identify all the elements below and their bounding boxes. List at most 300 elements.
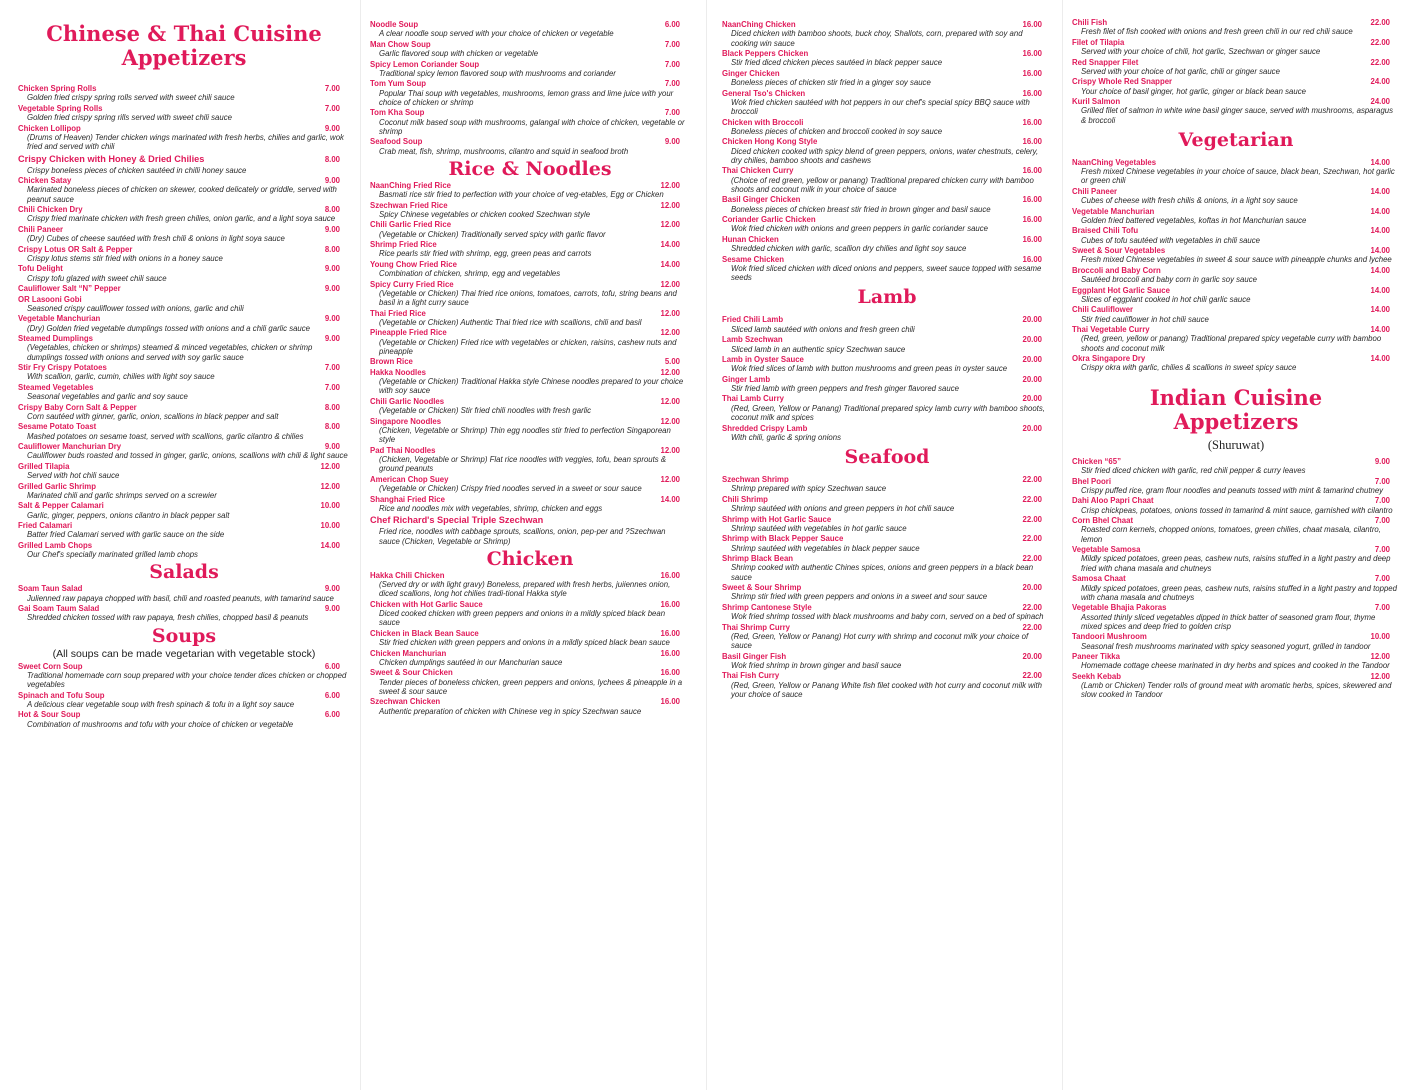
- menu-item: [722, 534, 1052, 553]
- dish-description: Seasonal vegetables and garlic and soy sauce: [27, 392, 188, 402]
- dish-name: Gai Soam Taum Salad: [18, 604, 100, 614]
- menu-item: [722, 335, 1052, 354]
- dish-description: A delicious clear vegetable soup with fresh spinach & tofu in a light soy sauce: [27, 699, 295, 709]
- menu-item-header: [18, 442, 350, 451]
- menu-item-header: [1072, 246, 1400, 255]
- menu-item: [722, 255, 1052, 283]
- soups-list: [370, 20, 690, 156]
- dish-description: (Dry) Cubes of cheese sautéed with fresh chili & onions in light soya sauce: [27, 234, 285, 244]
- menu-item-header: [370, 697, 690, 706]
- menu-item: [18, 442, 350, 461]
- dish-price: 8.00: [324, 244, 340, 254]
- dish-name: Vegetable Manchurian: [1072, 206, 1155, 216]
- dish-description: Grilled filet of salmon in white wine basil ginger sauce, served with mushrooms, asparagus & broccoli: [1081, 106, 1394, 125]
- dish-price: 12.00: [320, 481, 340, 491]
- menu-item-header: [18, 205, 350, 214]
- menu-item: [370, 137, 690, 156]
- dish-description: Mashed potatoes on sesame toast, served with scallions, garlic cilantro & chilies: [27, 431, 304, 441]
- dish-description: Cubes of cheese with fresh chilis & onions, in a light soy sauce: [1081, 196, 1298, 206]
- dish-description: (Red, Green, Yellow or Panang White fish filet cooked with hot curry and coconut milk with your choice of sauce: [731, 680, 1043, 699]
- dish-price: 16.00: [660, 628, 680, 638]
- dish-name: Chicken with Hot Garlic Sauce: [370, 599, 483, 609]
- menu-item-header: [18, 84, 350, 93]
- dish-price: 12.00: [660, 220, 680, 230]
- dish-price: 12.00: [660, 474, 680, 484]
- dish-name: Soam Taun Salad: [18, 584, 83, 594]
- menu-item: [1072, 652, 1400, 671]
- dish-price: 8.00: [324, 422, 340, 432]
- rice-noodles-list: [370, 181, 690, 546]
- dish-description: Shredded chicken with garlic, scallion dry chilies and light soy sauce: [731, 244, 967, 254]
- dish-name: Chicken Lollipop: [18, 123, 81, 133]
- dish-name: Chicken in Black Bean Sauce: [370, 628, 479, 638]
- menu-item: [18, 383, 350, 402]
- menu-item: [18, 176, 350, 204]
- dish-price: 12.00: [660, 200, 680, 210]
- menu-item-header: [722, 554, 1052, 563]
- dish-name: Coriander Garlic Chicken: [722, 215, 816, 225]
- menu-item-header: [18, 541, 350, 550]
- dish-name: Shrimp Fried Rice: [370, 240, 437, 250]
- dish-description: Sliced lamb sautéed with onions and fresh green chili: [731, 324, 915, 334]
- dish-name: Crispy Chicken with Honey & Dried Chilies: [18, 153, 205, 164]
- menu-item-header: [370, 60, 690, 69]
- dish-description: A clear noodle soup served with your choice of chicken or vegetable: [379, 29, 614, 39]
- menu-item: [1072, 672, 1400, 700]
- menu-item-header: [18, 462, 350, 471]
- dish-description: Basmati rice stir fried to perfection with your choice of veg-etables, Egg or Chicken: [379, 190, 664, 200]
- menu-item: [370, 649, 690, 668]
- dish-price: 7.00: [324, 363, 340, 373]
- dish-description: Cubes of tofu sautéed with vegetables in chili sauce: [1081, 235, 1261, 245]
- dish-description: (Vegetable or Chicken) Traditionally served spicy with garlic flavor: [379, 229, 606, 239]
- menu-item: [722, 215, 1052, 234]
- menu-item-header: [18, 284, 350, 293]
- dish-description: Seasoned crispy cauliflower tossed with onions, garlic and chili: [27, 303, 244, 313]
- dish-name: Tom Yum Soup: [370, 79, 427, 89]
- menu-item-header: [370, 397, 690, 406]
- menu-item: [370, 328, 690, 356]
- menu-item: [370, 629, 690, 648]
- fold-line: [706, 0, 707, 1090]
- menu-item: [18, 124, 350, 152]
- dish-name: Chicken “65”: [1072, 456, 1121, 466]
- menu-item-header: [18, 264, 350, 273]
- menu-item: [722, 195, 1052, 214]
- menu-item-header: [722, 118, 1052, 127]
- menu-item-header: [722, 375, 1052, 384]
- dish-description: Marinated boneless pieces of chicken on skewer, cooked delicately or griddle, served with peanut sauce: [27, 185, 337, 204]
- menu-item-header: [18, 482, 350, 491]
- dish-description: Rice pearls stir fried with shrimp, egg, green peas and carrots: [379, 249, 592, 259]
- dish-price: 7.00: [324, 382, 340, 392]
- dish-description: Fresh filet of fish cooked with onions and fresh green chili in our red chili sauce: [1081, 27, 1353, 37]
- dish-description: Boneless pieces of chicken breast stir fried in brown ginger and basil sauce: [731, 204, 991, 214]
- menu-item: [18, 462, 350, 481]
- dish-price: 8.00: [324, 205, 340, 215]
- dish-name: Hakka Chili Chicken: [370, 570, 445, 580]
- dish-description: Garlic flavored soup with chicken or vegetable: [379, 49, 539, 59]
- menu-item-header: [370, 201, 690, 210]
- dish-description: Wok fried shrimp tossed with black mushrooms and baby corn, served on a bed of spinach: [731, 612, 1044, 622]
- menu-item: [18, 521, 350, 540]
- menu-item-header: [370, 181, 690, 190]
- dish-description: Shrimp sautéed with vegetables in black pepper sauce: [731, 543, 920, 553]
- menu-item: [370, 108, 690, 136]
- dish-name: Chili Garlic Fried Rice: [370, 220, 452, 230]
- menu-item: [722, 671, 1052, 699]
- menu-item-header: [370, 20, 690, 29]
- dish-name: Steamed Dumplings: [18, 334, 93, 343]
- menu-item-header: [18, 225, 350, 234]
- menu-item-header: [18, 521, 350, 530]
- dish-name: Vegetable Samosa: [1072, 545, 1141, 555]
- dish-name: Basil Ginger Fish: [722, 651, 787, 661]
- menu-item: [722, 315, 1052, 334]
- dish-name: Sweet & Sour Vegetables: [1072, 246, 1166, 256]
- menu-item-header: [722, 671, 1052, 680]
- menu-item-header: [18, 104, 350, 113]
- menu-item-header: [722, 515, 1052, 524]
- menu-item-header: [1072, 38, 1400, 47]
- dish-price: 20.00: [1022, 354, 1042, 364]
- dish-description: (Chicken, Vegetable or Shrimp) Thin egg noodles stir fried to perfection Singaporean style: [379, 425, 671, 445]
- menu-item-header: [1072, 574, 1400, 583]
- dish-description: Golden fried crispy spring rills served with sweet chili sauce: [27, 113, 232, 123]
- dish-description: (Dry) Golden fried vegetable dumplings tossed with onions and a chili garlic sauce: [27, 323, 311, 333]
- dish-name: Thai Shrimp Curry: [722, 622, 791, 632]
- dish-name: Chef Richard's Special Triple Szechwan: [370, 515, 544, 526]
- menu-item-header: [1072, 652, 1400, 661]
- dish-description: Our Chef's specially marinated grilled lamb chops: [27, 550, 198, 560]
- dish-price: 10.00: [1370, 632, 1390, 642]
- menu-item-header: [1072, 496, 1400, 505]
- menu-item: [18, 501, 350, 520]
- menu-item-header: [1072, 226, 1400, 235]
- dish-name: Chili Shrimp: [722, 494, 768, 504]
- dish-name: Salt & Pepper Calamari: [18, 501, 104, 511]
- dish-price: 16.00: [660, 668, 680, 678]
- dish-price: 14.00: [660, 240, 680, 250]
- dish-name: Fried Chili Lamb: [722, 315, 784, 325]
- menu-item: [18, 691, 350, 710]
- dish-description: Crispy tofu glazed with sweet chili sauce: [27, 273, 167, 283]
- dish-description: Combination of chicken, shrimp, egg and vegetables: [379, 269, 561, 279]
- dish-name: Kuril Salmon: [1072, 97, 1121, 106]
- dish-description: Fresh mixed Chinese vegetables in your choice of sauce, black bean, Szechwan, hot garlic or green chili: [1081, 167, 1395, 186]
- dish-description: Combination of mushrooms and tofu with your choice of chicken or vegetable: [27, 719, 294, 729]
- title-line: Chinese & Thai Cuisine: [46, 21, 322, 46]
- dish-description: Shredded chicken tossed with raw papaya, fresh chilies, chopped basil & peanuts: [27, 613, 309, 623]
- dish-name: Spicy Lemon Coriander Soup: [370, 59, 480, 69]
- fold-line: [1062, 0, 1063, 1090]
- dish-price: 7.00: [1374, 545, 1390, 555]
- dish-name: NaanChing Vegetables: [1072, 157, 1157, 167]
- menu-item-header: [722, 195, 1052, 204]
- menu-item-header: [1072, 516, 1400, 525]
- dish-name: Braised Chili Tofu: [1072, 226, 1139, 236]
- menu-item-header: [1072, 58, 1400, 67]
- menu-item: [370, 201, 690, 220]
- menu-item: [722, 603, 1052, 622]
- menu-item-header: [18, 153, 350, 166]
- dish-description: Roasted corn kernels, chopped onions, tomatoes, green chilies, chaat masala, cilantro, lemon: [1081, 525, 1381, 544]
- fold-line: [360, 0, 361, 1090]
- dish-name: Chili Cauliflower: [1072, 305, 1134, 315]
- dish-price: 16.00: [1022, 234, 1042, 244]
- menu-item-header: [1072, 286, 1400, 295]
- menu-item: [370, 697, 690, 716]
- dish-name: Vegetable Spring Rolls: [18, 103, 103, 113]
- menu-item: [722, 118, 1052, 137]
- dish-name: Pineapple Fried Rice: [370, 328, 447, 338]
- dish-description: Boneless pieces of chicken and broccoli cooked in soy sauce: [731, 126, 943, 136]
- menu-item: [370, 571, 690, 599]
- dish-name: Sweet & Sour Shrimp: [722, 583, 802, 593]
- section-subtitle: (Shuruwat): [1207, 437, 1265, 452]
- menu-item-header: [18, 710, 350, 719]
- menu-item-header: [18, 662, 350, 671]
- menu-column-2: [370, 0, 690, 1090]
- dish-name: Crispy Whole Red Snapper: [1072, 77, 1173, 87]
- dish-name: Chicken Manchurian: [370, 648, 447, 658]
- dish-price: 14.00: [320, 540, 340, 550]
- menu-item: [722, 69, 1052, 88]
- dish-price: 16.00: [1022, 137, 1042, 147]
- dish-description: Crispy okra with garlic, chilies & scallions in sweet spicy sauce: [1081, 363, 1297, 373]
- dish-name: NaanChing Fried Rice: [370, 180, 452, 190]
- dish-name: Spinach and Tofu Soup: [18, 690, 105, 700]
- dish-description: Served with your choice of hot garlic, chili or ginger sauce: [1081, 66, 1280, 76]
- menu-item: [370, 220, 690, 239]
- menu-item-header: [1072, 354, 1400, 363]
- dish-name: Chili Garlic Noodles: [370, 396, 445, 406]
- dish-name: Tandoori Mushroom: [1072, 632, 1147, 642]
- menu-item-header: [1072, 672, 1400, 681]
- dish-price: 12.00: [660, 367, 680, 377]
- dish-description: Corn sautéed with ginner, garlic, onion, scallions in black pepper and salt: [27, 411, 279, 421]
- dish-description: Stir fried diced chicken with garlic, red chili pepper & curry leaves: [1081, 466, 1306, 476]
- dish-price: 16.00: [1022, 215, 1042, 225]
- menu-item: [1072, 58, 1400, 77]
- dish-price: 14.00: [1370, 157, 1390, 167]
- dish-name: Shrimp with Black Pepper Sauce: [722, 534, 844, 544]
- menu-item-header: [1072, 603, 1400, 612]
- menu-item-header: [722, 335, 1052, 344]
- menu-item-header: [370, 649, 690, 658]
- dish-description: Crispy puffed rice, gram flour noodles and peanuts tossed with mint & tamarind chutney: [1081, 485, 1384, 495]
- menu-item: [370, 240, 690, 259]
- dish-description: Stir fried cauliflower in hot chili sauce: [1081, 314, 1209, 324]
- menu-item: [722, 89, 1052, 117]
- menu-item-header: [370, 475, 690, 484]
- dish-price: 9.00: [1374, 456, 1390, 466]
- dish-name: Sesame Potato Toast: [18, 422, 97, 432]
- dish-price: 7.00: [664, 39, 680, 49]
- dish-price: 10.00: [320, 521, 340, 531]
- dish-description: (Red, Green, Yellow or Panang) Traditional prepared spicy lamb curry with bamboo shoots, coconut milk and spices: [731, 403, 1045, 423]
- menu-item: [722, 554, 1052, 582]
- menu-item: [722, 235, 1052, 254]
- dish-price: 7.00: [324, 84, 340, 93]
- menu-item: [18, 422, 350, 441]
- dish-price: 9.00: [324, 176, 340, 185]
- section-title: Chicken: [486, 547, 574, 570]
- menu-item: [722, 475, 1052, 494]
- dish-price: 7.00: [1374, 476, 1390, 486]
- menu-item: [1072, 354, 1400, 373]
- menu-item: [722, 166, 1052, 194]
- title-line: Appetizers: [1173, 408, 1299, 434]
- menu-item-header: [370, 137, 690, 146]
- appetizers-list: [18, 84, 350, 559]
- dish-name: Sweet Corn Soup: [18, 661, 83, 671]
- dish-description: (Red, green, yellow or panang) Traditional prepared spicy vegetable curry with bamboo shoots and coconut milk: [1081, 334, 1382, 353]
- dish-description: Cauliflower buds roasted and tossed in ginger, garlic, onions, scallions with chili & light sauce: [27, 451, 348, 461]
- menu-item: [370, 495, 690, 514]
- menu-item: [1072, 77, 1400, 96]
- dish-price: 20.00: [1022, 583, 1042, 593]
- dish-price: 20.00: [1022, 374, 1042, 384]
- dish-description: Crab meat, fish, shrimp, mushrooms, cilantro and squid in seafood broth: [379, 146, 629, 156]
- chicken-list: [722, 20, 1052, 282]
- menu-item-header: [18, 383, 350, 392]
- menu-item: [370, 309, 690, 328]
- dish-description: Spicy Chinese vegetables or chicken cooked Szechwan style: [379, 209, 591, 219]
- dish-price: 22.00: [1022, 554, 1042, 564]
- menu-item-header: [722, 534, 1052, 543]
- menu-item: [1072, 325, 1400, 353]
- menu-item-header: [722, 166, 1052, 175]
- menu-item-header: [722, 215, 1052, 224]
- dish-price: 16.00: [1022, 117, 1042, 127]
- dish-description: (Red, Green, Yellow or Panang) Hot curry with shrimp and coconut milk your choice of sauce: [731, 631, 1029, 651]
- menu-item-header: [1072, 207, 1400, 216]
- menu-item-header: [722, 255, 1052, 264]
- dish-description: Mildly spiced potatoes, green peas, cashew nuts, raisins stuffed in a light pastry and topped with chana masala and chutneys: [1081, 583, 1397, 602]
- menu-item: [722, 623, 1052, 651]
- menu-item-header: [18, 314, 350, 323]
- dish-name: Broccoli and Baby Corn: [1072, 265, 1161, 275]
- menu-item: [722, 137, 1052, 165]
- dish-description: Stir fried lamb with green peppers and fresh ginger flavored sauce: [731, 384, 959, 393]
- title-line: Appetizers: [121, 45, 247, 70]
- dish-description: Marinated chili and garlic shrimps served on a screwier: [27, 490, 217, 500]
- dish-price: 22.00: [1022, 602, 1042, 612]
- dish-name: Shrimp Cantonese Style: [722, 602, 812, 612]
- lamb-list: [722, 315, 1052, 442]
- menu-item-header: [1072, 545, 1400, 554]
- dish-price: 5.00: [664, 357, 680, 367]
- dish-price: 10.00: [320, 501, 340, 511]
- menu-item: [370, 475, 690, 494]
- menu-item-header: [1072, 325, 1400, 334]
- menu-item: [1072, 574, 1400, 602]
- menu-item: [18, 584, 350, 603]
- menu-item: [18, 363, 350, 382]
- dish-description: Julienned raw papaya chopped with basil, chili and roasted peanuts, with tamarind sauce: [27, 593, 334, 603]
- dish-name: Grilled Lamb Chops: [18, 540, 93, 550]
- dish-price: 14.00: [1370, 206, 1390, 216]
- menu-item-header: [18, 422, 350, 431]
- dish-price: 9.00: [324, 224, 340, 234]
- dish-description: (Choice of red green, yellow or panang) Traditional prepared chicken curry with bamboo shoots and coconut milk in your choice of sauce: [731, 175, 1034, 194]
- menu-item-header: [370, 240, 690, 249]
- dish-name: Eggplant Hot Garlic Sauce: [1072, 285, 1170, 295]
- dish-description: Served with your choice of chili, hot garlic, Szechwan or ginger sauce: [1081, 47, 1321, 57]
- dish-description: (Drums of Heaven) Tender chicken wings marinated with fresh herbs, chilies and garlic, wok fried and served with chili: [27, 132, 344, 152]
- dish-name: Young Chow Fried Rice: [370, 259, 457, 269]
- dish-price: 16.00: [660, 648, 680, 658]
- dish-description: Wok fried shrimp in brown ginger and basil sauce: [731, 660, 902, 670]
- dish-name: Thai Lamb Curry: [722, 394, 784, 404]
- dish-price: 9.00: [324, 334, 340, 343]
- title-line: Indian Cuisine: [1149, 384, 1323, 410]
- menu-item: [18, 710, 350, 729]
- dish-description: Traditional spicy lemon flavored soup with mushrooms and coriander: [379, 68, 616, 78]
- menu-item-header: [370, 280, 690, 289]
- menu-item-header: [722, 475, 1052, 484]
- menu-item: [1072, 477, 1400, 496]
- menu-column-3: [722, 0, 1052, 1090]
- dish-name: Paneer Tikka: [1072, 652, 1120, 662]
- menu-item: [18, 245, 350, 264]
- menu-item: [1072, 266, 1400, 285]
- dish-description: Chicken dumplings sautéed in our Manchurian sauce: [379, 657, 563, 667]
- dish-price: 20.00: [1022, 423, 1042, 433]
- menu-item: [1072, 187, 1400, 206]
- section-title: Vegetarian: [1178, 128, 1294, 151]
- menu-item: [370, 260, 690, 279]
- menu-item-header: [1072, 187, 1400, 196]
- dish-description: Crispy fried marinate chicken with fresh green chilies, onion garlic, and a light soya sauce: [27, 214, 336, 224]
- dish-price: 7.00: [1374, 603, 1390, 613]
- dish-name: Shrimp with Hot Garlic Sauce: [722, 514, 832, 524]
- dish-name: Steamed Vegetables: [18, 382, 94, 392]
- menu-item-header: [370, 260, 690, 269]
- dish-description: Authentic preparation of chicken with Chinese veg in spicy Szechwan sauce: [379, 706, 642, 716]
- menu-item-header: [722, 394, 1052, 403]
- dish-name: Singapore Noodles: [370, 416, 442, 426]
- menu-item-header: [1072, 305, 1400, 314]
- menu-item: [1072, 207, 1400, 226]
- dish-name: American Chop Suey: [370, 474, 449, 484]
- dish-name: Spicy Curry Fried Rice: [370, 279, 454, 289]
- dish-name: Seafood Soup: [370, 137, 423, 147]
- menu-item: [1072, 18, 1400, 37]
- dish-description: Traditional homemade corn soup prepared with your choice tender dices chicken or chopped vegetables: [27, 670, 347, 690]
- menu-item-header: [1072, 97, 1400, 106]
- menu-item: [1072, 305, 1400, 324]
- menu-item-header: [18, 245, 350, 254]
- menu-item-header: [722, 424, 1052, 433]
- menu-item: [1072, 457, 1400, 476]
- menu-item: [370, 417, 690, 445]
- menu-item-header: [370, 417, 690, 426]
- dish-name: Black Peppers Chicken: [722, 49, 809, 59]
- dish-price: 14.00: [1370, 226, 1390, 236]
- menu-item-header: [370, 668, 690, 677]
- dish-description: Garlic, ginger, peppers, onions cilantro in black pepper salt: [27, 510, 230, 520]
- menu-item: [370, 368, 690, 396]
- menu-item-header: [18, 295, 350, 304]
- dish-description: Shrimp sautéed with vegetables in hot garlic sauce: [731, 523, 907, 533]
- dish-price: 14.00: [660, 259, 680, 269]
- dish-description: Stir fried chicken with green peppers and onions in a mildly spiced black bean sauce: [379, 638, 670, 648]
- section-title: [18, 22, 350, 70]
- dish-description: Golden fried crispy spring rolls served with sweet chili sauce: [27, 93, 235, 103]
- menu-item: [18, 295, 350, 314]
